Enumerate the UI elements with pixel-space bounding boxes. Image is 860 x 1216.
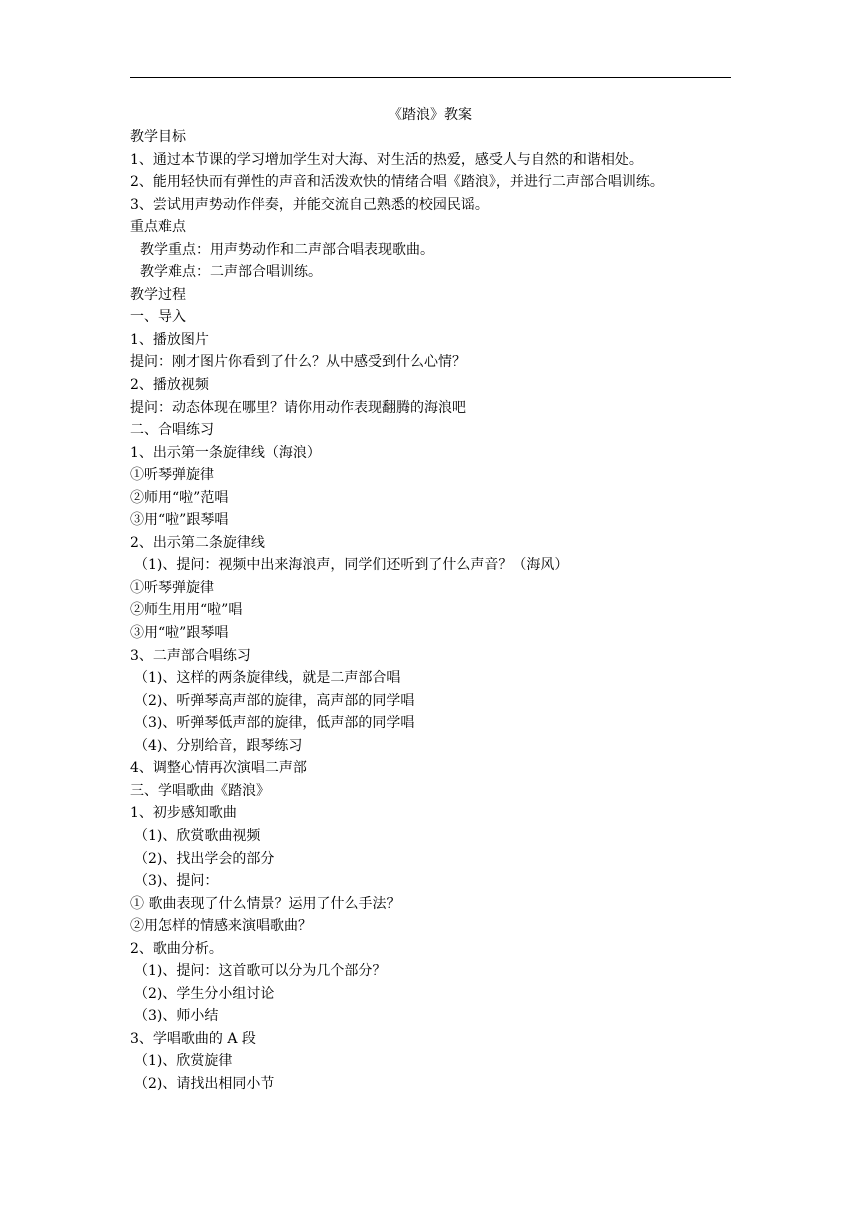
body-line: ①听琴弹旋律 bbox=[130, 467, 214, 484]
header-rule bbox=[130, 77, 731, 78]
section-heading: 重点难点 bbox=[130, 219, 186, 236]
body-line: 1、初步感知歌曲 bbox=[130, 805, 237, 822]
body-line: 1、出示第一条旋律线（海浪） bbox=[130, 444, 321, 461]
body-line: （1)、这样的两条旋律线，就是二声部合唱 bbox=[134, 670, 401, 687]
body-line: 2、出示第二条旋律线 bbox=[130, 534, 265, 551]
body-line: 教学难点：二声部合唱训练。 bbox=[140, 264, 322, 281]
body-line: 一、导入 bbox=[130, 309, 186, 326]
body-line: 提问：刚才图片你看到了什么？从中感受到什么心情？ bbox=[130, 354, 466, 371]
body-line: （1)、提问：这首歌可以分为几个部分？ bbox=[134, 963, 387, 980]
body-line: （2)、找出学会的部分 bbox=[134, 850, 275, 867]
body-line: （3)、听弹琴低声部的旋律，低声部的同学唱 bbox=[134, 715, 415, 732]
body-line: ②师生用用“啦”唱 bbox=[130, 602, 243, 619]
body-line: ①听琴弹旋律 bbox=[130, 579, 214, 596]
section-heading: 教学过程 bbox=[130, 286, 186, 303]
body-line: 4、调整心情再次演唱二声部 bbox=[130, 760, 307, 777]
body-line: ③用“啦”跟琴唱 bbox=[130, 625, 229, 642]
body-line: ③用“啦”跟琴唱 bbox=[130, 512, 229, 529]
document-title: 《踏浪》教案 bbox=[388, 107, 472, 123]
body-line: 2、歌曲分析。 bbox=[130, 940, 223, 957]
body-line: 二、合唱练习 bbox=[130, 422, 214, 439]
body-line: 1、通过本节课的学习增加学生对大海、对生活的热爱，感受人与自然的和谐相处。 bbox=[130, 151, 643, 168]
body-line: 提问：动态体现在哪里？请你用动作表现翻腾的海浪吧 bbox=[130, 399, 466, 416]
body-line: （2)、请找出相同小节 bbox=[134, 1075, 275, 1092]
body-line: 教学重点：用声势动作和二声部合唱表现歌曲。 bbox=[140, 241, 434, 258]
body-line: 3、学唱歌曲的 A 段 bbox=[130, 1030, 256, 1047]
body-line: （2)、学生分小组讨论 bbox=[134, 985, 275, 1002]
body-line: （4)、分别给音，跟琴练习 bbox=[134, 737, 303, 754]
body-line: （1)、欣赏歌曲视频 bbox=[134, 827, 261, 844]
body-line: （2)、听弹琴高声部的旋律，高声部的同学唱 bbox=[134, 692, 415, 709]
body-line: （3)、提问： bbox=[134, 873, 219, 890]
body-line: （1)、提问：视频中出来海浪声，同学们还听到了什么声音？（海风） bbox=[134, 557, 569, 574]
body-line: ②用怎样的情感来演唱歌曲？ bbox=[130, 918, 312, 935]
body-line: 1、播放图片 bbox=[130, 331, 209, 348]
body-line: 2、能用轻快而有弹性的声音和活泼欢快的情绪合唱《踏浪》，并进行二声部合唱训练。 bbox=[130, 174, 664, 191]
body-line: 3、尝试用声势动作伴奏，并能交流自己熟悉的校园民谣。 bbox=[130, 196, 489, 213]
body-line: 2、播放视频 bbox=[130, 377, 209, 394]
body-line: 三、学唱歌曲《踏浪》 bbox=[130, 782, 270, 799]
body-line: ②师用“啦”范唱 bbox=[130, 489, 229, 506]
body-line: （1)、欣赏旋律 bbox=[134, 1053, 233, 1070]
section-heading: 教学目标 bbox=[130, 129, 186, 145]
body-line: （3)、师小结 bbox=[134, 1008, 219, 1025]
body-line: ① 歌曲表现了什么情景？运用了什么手法？ bbox=[130, 895, 401, 912]
body-line: 3、二声部合唱练习 bbox=[130, 647, 251, 664]
document-body bbox=[130, 126, 731, 1096]
